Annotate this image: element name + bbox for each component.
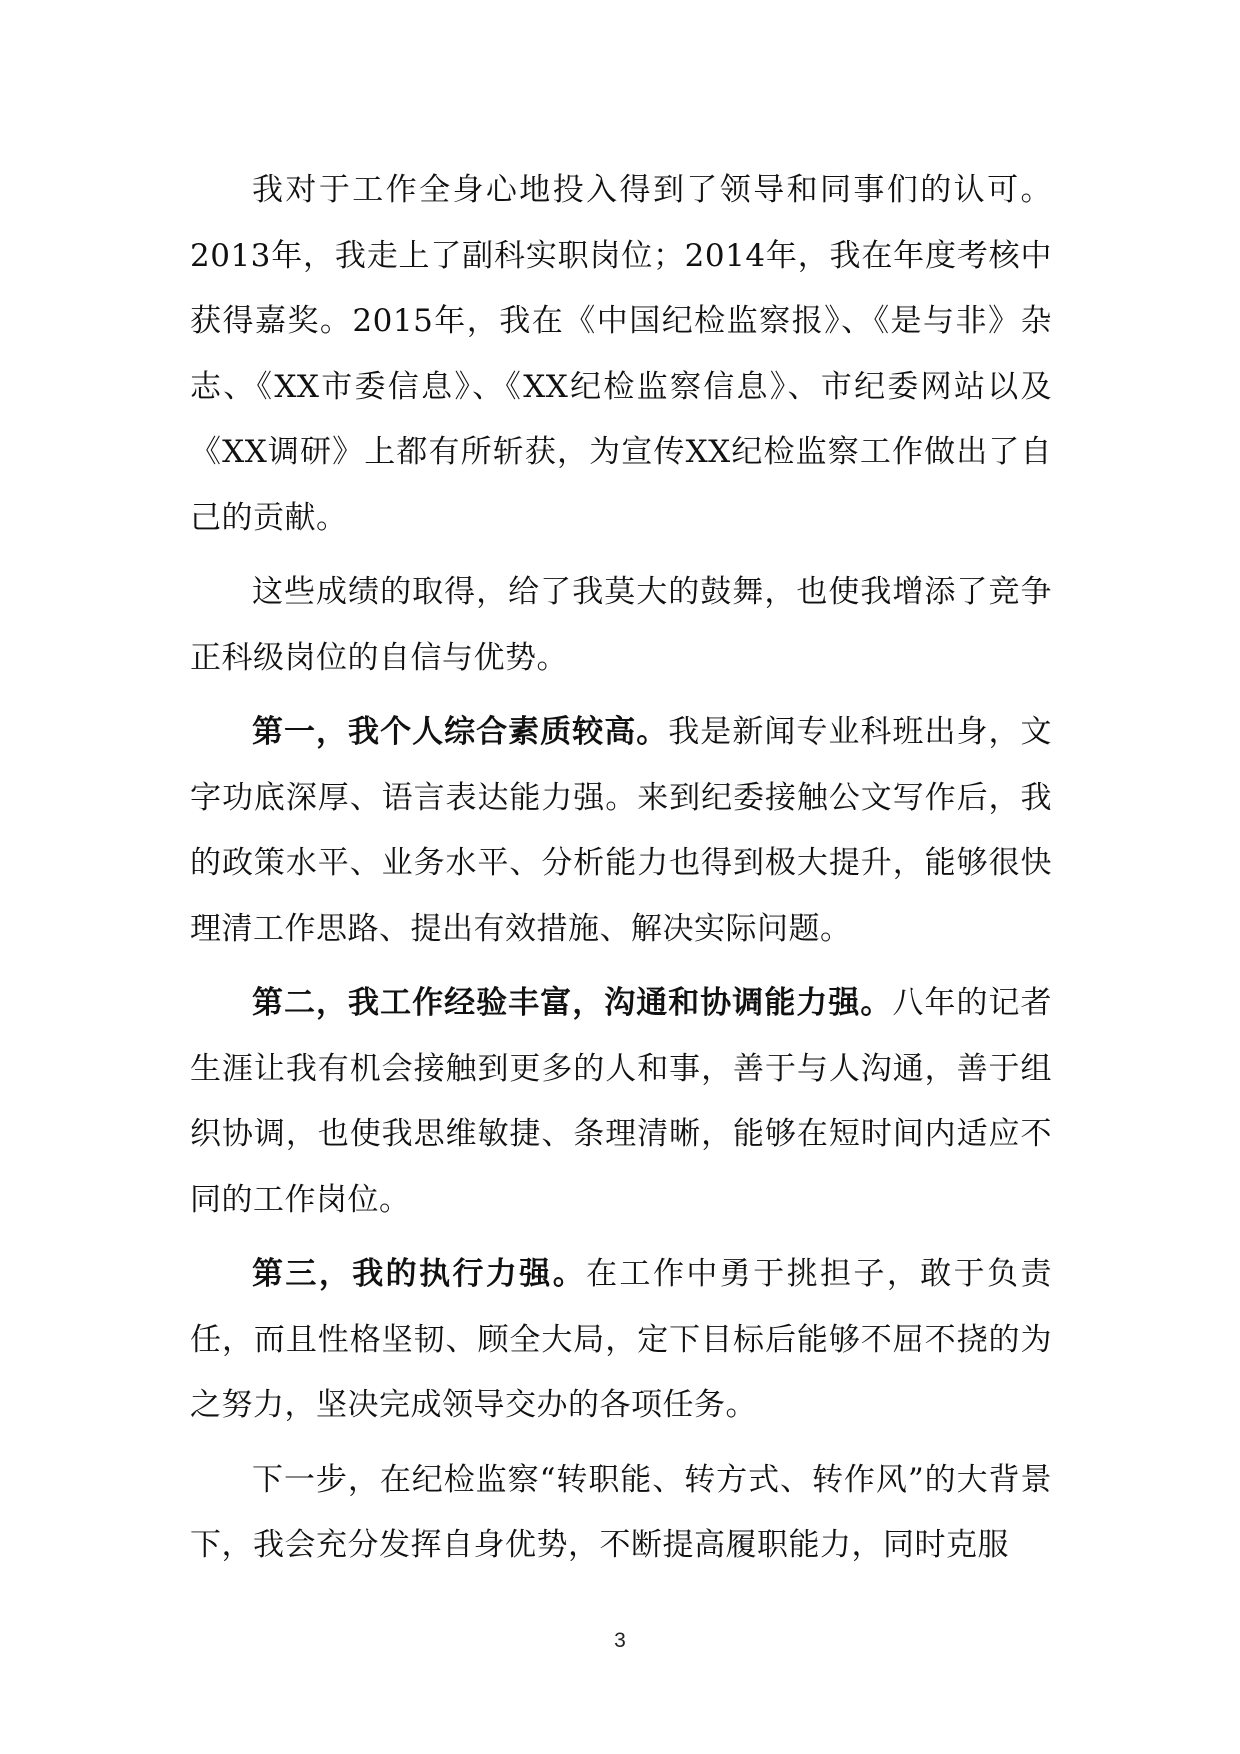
paragraph-point-two: [190, 971, 1052, 1233]
paragraph-next-step: [190, 1448, 1052, 1579]
paragraph-lead: 第二，我工作经验丰富，沟通和协调能力强。: [252, 985, 893, 1021]
paragraph-text: 我是新闻专业科班出身，文字功底深厚、语言表达能力强。来到纪委接触公文写作后，我的政策水平、业务水平、分析能力也得到极大提升，能够很快理清工作思路、提出有效措施、解决实际问题。: [190, 714, 1053, 947]
paragraph-text: 这些成绩的取得，给了我莫大的鼓舞，也使我增添了竞争正科级岗位的自信与优势。: [190, 574, 1052, 676]
paragraph-lead: 第一，我个人综合素质较高。: [252, 714, 669, 750]
paragraph-recognition: [190, 158, 1052, 551]
paragraph-text: 八年的记者生涯让我有机会接触到更多的人和事，善于与人沟通，善于组织协调，也使我思维敏捷、条理清晰，能够在短时间内适应不同的工作岗位。: [190, 985, 1053, 1218]
paragraph-text: 下一步，在纪检监察“转职能、转方式、转作风”的大背景下，我会充分发挥自身优势，不断提高履职能力，同时克服: [190, 1461, 1052, 1563]
paragraph-achievements: [190, 560, 1052, 691]
paragraph-point-three: [190, 1242, 1052, 1439]
paragraph-text: 在工作中勇于挑担子，敢于负责任，而且性格坚韧、顾全大局，定下目标后能够不屈不挠的为之努力，坚决完成领导交办的各项任务。: [190, 1256, 1053, 1423]
body-text: [190, 158, 1052, 1579]
page-number: 3: [614, 1629, 626, 1652]
paragraph-point-one: [190, 700, 1052, 962]
paragraph-text: 我对于工作全身心地投入得到了领导和同事们的认可。2013年，我走上了副科实职岗位；2014年，我在年度考核中获得嘉奖。2015年，我在《中国纪检监察报》、《是与非》杂志、《XX市委信息》、《XX纪检监察信息》、市纪委网站以及《XX调研》上都有所斩获，为宣传XX纪检监察工作做出了自己的贡献。: [190, 172, 1052, 536]
paragraph-lead: 第三，我的执行力强。: [252, 1256, 587, 1292]
